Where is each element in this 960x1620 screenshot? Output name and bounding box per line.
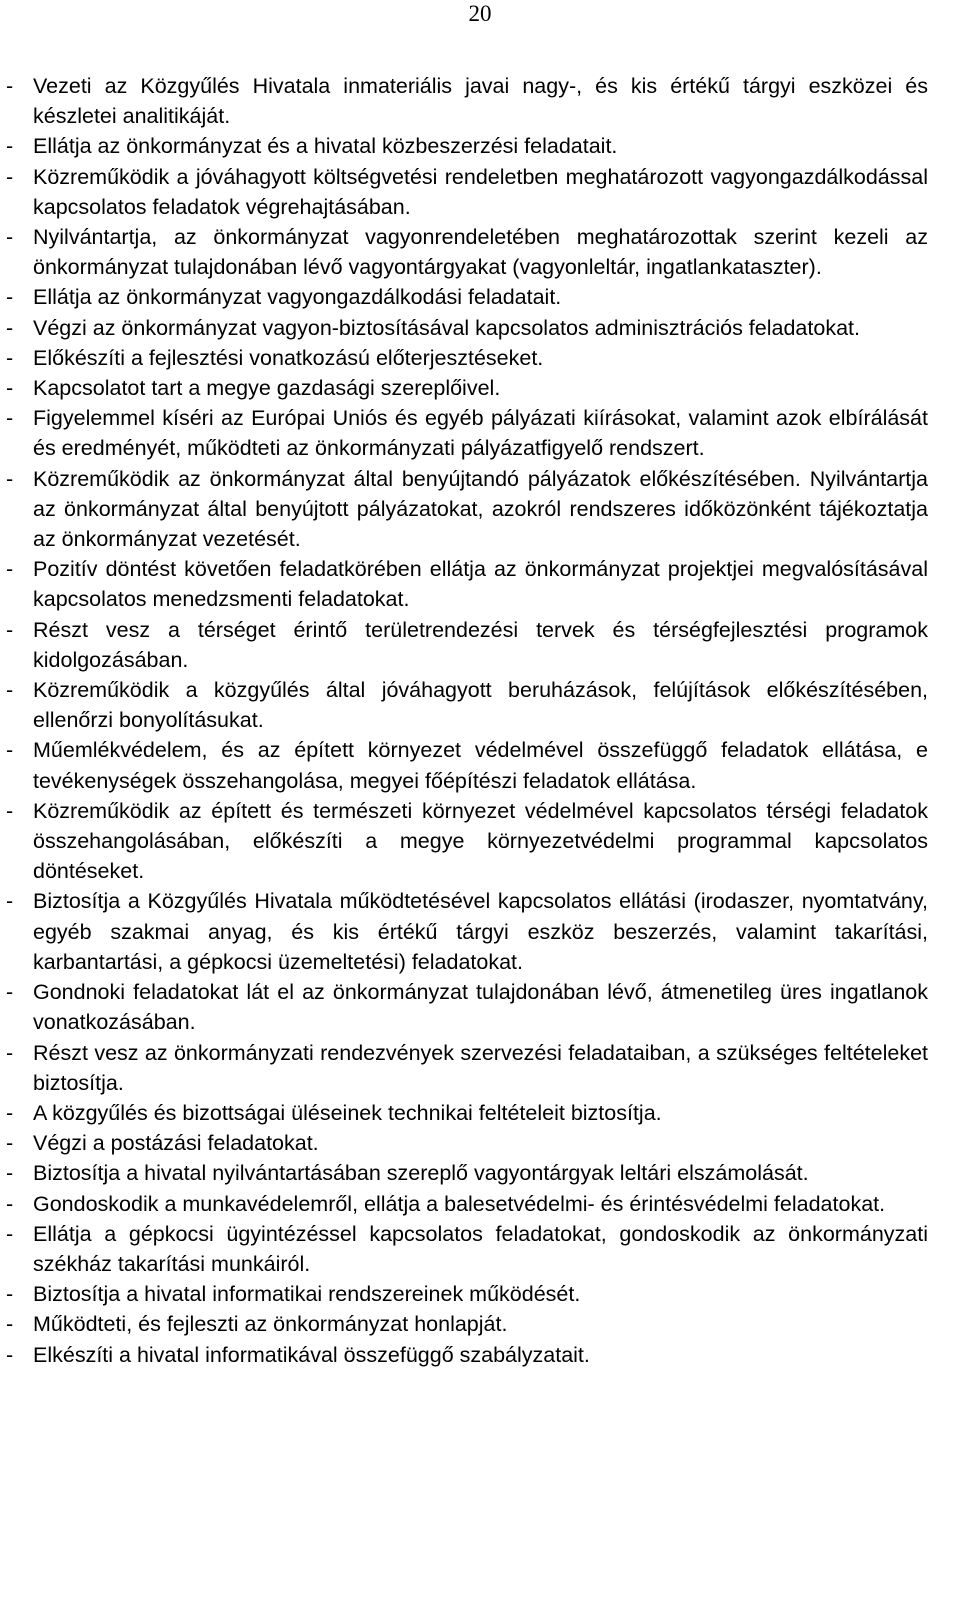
list-item	[0, 1340, 960, 1370]
list-bullet: -	[6, 678, 14, 703]
list-item-text: Biztosítja a Közgyűlés Hivatala működtetésével kapcsolatos ellátási (irodaszer, nyomtatvány, egyéb szakmai anyag, és kis értékű tárgyi eszköz beszerzés, valamint takarítási, karbantartási, a gépkocsi üzemeltetési) feladatokat.	[33, 889, 928, 974]
duties-list	[0, 71, 960, 1370]
list-item-text: Előkészíti a fejlesztési vonatkozású előterjesztéseket.	[33, 345, 544, 370]
list-bullet: -	[6, 164, 14, 189]
list-item	[0, 735, 960, 795]
list-bullet: -	[6, 1161, 14, 1186]
list-bullet: -	[6, 406, 14, 431]
list-item-text: Működteti, és fejleszti az önkormányzat honlapját.	[33, 1312, 508, 1337]
list-item	[0, 615, 960, 675]
list-item-text: Kapcsolatot tart a megye gazdasági szereplőivel.	[33, 376, 501, 401]
list-item	[0, 343, 960, 373]
list-bullet: -	[6, 738, 14, 763]
list-item-text: Közreműködik az önkormányzat által benyújtandó pályázatok előkészítésében. Nyilvántartja az önkormányzat által benyújtott pályázatokat, azokról rendszeres időközönként tájékoztatja az önkormányzat vezetését.	[33, 466, 928, 552]
list-item-text: Közreműködik a jóváhagyott költségvetési rendeletben meghatározott vagyongazdálkodással kapcsolatos feladatok végrehajtásában.	[33, 164, 928, 219]
list-item-text: Nyilvántartja, az önkormányzat vagyonrendeletében meghatározottak szerint kezeli az önkormányzat tulajdonában lévő vagyontárgyakat (vagyonleltár, ingatlankataszter).	[33, 225, 928, 280]
list-bullet: -	[6, 74, 14, 98]
list-item	[0, 1038, 960, 1098]
list-item-text: Vezeti az Közgyűlés Hivatala inmateriális javai nagy-, és kis értékű tárgyi eszközei és készletei analitikáját.	[33, 74, 928, 129]
list-bullet: -	[6, 285, 14, 310]
list-item	[0, 403, 960, 463]
list-item	[0, 1309, 960, 1339]
list-item	[0, 1128, 960, 1158]
list-item	[0, 554, 960, 614]
list-bullet: -	[6, 1191, 14, 1216]
list-item-text: Ellátja az önkormányzat és a hivatal közbeszerzési feladatait.	[33, 134, 618, 159]
list-bullet: -	[6, 557, 14, 582]
list-item	[0, 131, 960, 161]
list-item-text: Gondnoki feladatokat lát el az önkormányzat tulajdonában lévő, átmenetileg üres ingatlanok vonatkozásában.	[33, 980, 928, 1035]
list-bullet: -	[6, 889, 14, 914]
list-item	[0, 464, 960, 555]
list-bullet: -	[6, 1282, 14, 1307]
list-item-text: Biztosítja a hivatal informatikai rendszereinek működését.	[33, 1282, 581, 1307]
list-item	[0, 222, 960, 282]
list-item-text: Végzi az önkormányzat vagyon-biztosításával kapcsolatos adminisztrációs feladatokat.	[33, 315, 860, 340]
list-item-text: Biztosítja a hivatal nyilvántartásában szereplő vagyontárgyak leltári elszámolását.	[33, 1161, 809, 1186]
list-item	[0, 977, 960, 1037]
list-item	[0, 1098, 960, 1128]
list-bullet: -	[6, 1342, 14, 1367]
list-item-text: Műemlékvédelem, és az épített környezet védelmével összefüggő feladatok ellátása, e tevékenységek összehangolása, megyei főépítészi feladatok ellátása.	[33, 738, 928, 793]
list-item	[0, 675, 960, 735]
list-bullet: -	[6, 617, 14, 642]
list-bullet: -	[6, 225, 14, 250]
list-bullet: -	[6, 1100, 14, 1125]
list-bullet: -	[6, 1040, 14, 1065]
list-bullet: -	[6, 1312, 14, 1337]
list-item	[0, 1219, 960, 1279]
list-bullet: -	[6, 376, 14, 401]
list-item	[0, 796, 960, 887]
page-number: 20	[468, 1, 492, 26]
list-item-text: Pozitív döntést követően feladatkörében ellátja az önkormányzat projektjei megvalósításával kapcsolatos menedzsmenti feladatokat.	[33, 557, 928, 612]
list-bullet: -	[6, 134, 14, 159]
list-bullet: -	[6, 345, 14, 370]
list-item	[0, 1189, 960, 1219]
list-item	[0, 162, 960, 222]
list-item-text: Ellátja a gépkocsi ügyintézéssel kapcsolatos feladatokat, gondoskodik az önkormányzati székház takarítási munkáiról.	[33, 1221, 928, 1276]
list-item-text: Közreműködik az épített és természeti környezet védelmével kapcsolatos térségi feladatok összehangolásában, előkészíti a megye környezetvédelmi programmal kapcsolatos döntéseket.	[33, 798, 928, 884]
list-item-text: Közreműködik a közgyűlés által jóváhagyott beruházások, felújítások előkészítésében, ellenőrzi bonyolításukat.	[33, 678, 928, 733]
list-item	[0, 313, 960, 343]
list-bullet: -	[6, 315, 14, 340]
list-item-text: Részt vesz a térséget érintő területrendezési tervek és térségfejlesztési programok kidolgozásában.	[33, 617, 928, 672]
list-bullet: -	[6, 1221, 14, 1246]
list-bullet: -	[6, 798, 14, 823]
list-bullet: -	[6, 980, 14, 1005]
list-bullet: -	[6, 1131, 14, 1156]
list-item-text: Figyelemmel kíséri az Európai Uniós és egyéb pályázati kiírásokat, valamint azok elbírálását és eredményét, működteti az önkormányzati pályázatfigyelő rendszert.	[33, 406, 928, 461]
list-item-text: Ellátja az önkormányzat vagyongazdálkodási feladatait.	[33, 285, 562, 310]
list-item	[0, 1279, 960, 1309]
list-bullet: -	[6, 466, 14, 491]
list-item	[0, 886, 960, 977]
list-item-text: Végzi a postázási feladatokat.	[33, 1131, 319, 1156]
list-item	[0, 1158, 960, 1188]
list-item-text: A közgyűlés és bizottságai üléseinek technikai feltételeit biztosítja.	[33, 1100, 662, 1125]
list-item	[0, 282, 960, 312]
list-item-text: Elkészíti a hivatal informatikával összefüggő szabályzatait.	[33, 1342, 590, 1367]
list-item	[0, 373, 960, 403]
list-item	[0, 71, 960, 131]
list-item-text: Részt vesz az önkormányzati rendezvények szervezési feladataiban, a szükséges feltételeket biztosítja.	[33, 1040, 928, 1095]
list-item-text: Gondoskodik a munkavédelemről, ellátja a balesetvédelmi- és érintésvédelmi feladatokat.	[33, 1191, 886, 1216]
